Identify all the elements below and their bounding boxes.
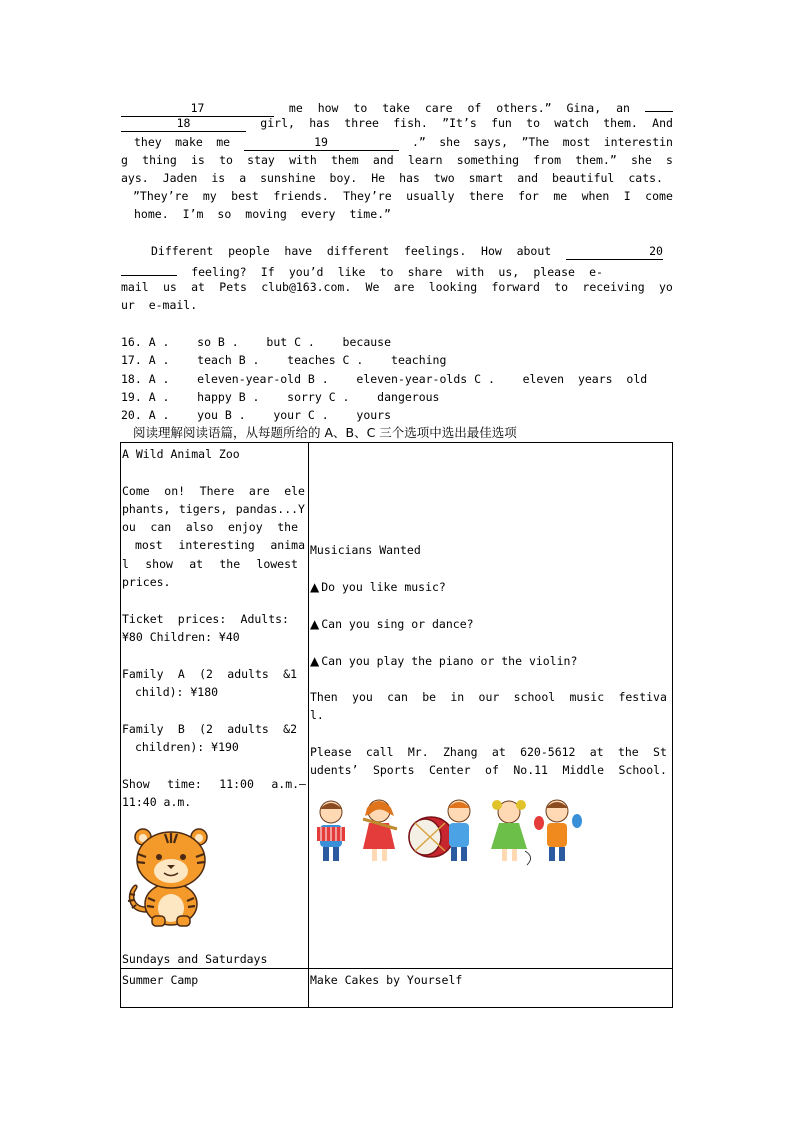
word: has	[399, 171, 420, 185]
word: most	[562, 135, 591, 149]
word: you’d	[288, 265, 324, 279]
word: the	[219, 557, 241, 571]
triangle-bullet-icon: ▲	[310, 580, 320, 594]
kid-maracas-icon	[534, 800, 582, 861]
word: &1	[283, 667, 297, 681]
word: something	[456, 153, 520, 167]
word: an	[616, 101, 630, 115]
word: can	[150, 520, 172, 534]
zoo-desc-5	[122, 555, 298, 573]
word: says,	[473, 135, 509, 149]
word: are	[393, 280, 415, 294]
word: feelings.	[403, 244, 467, 258]
word: time.ˮ	[349, 207, 391, 221]
word: and	[517, 171, 539, 185]
word: from	[533, 153, 561, 167]
word: There	[199, 484, 235, 498]
word: fun	[491, 116, 512, 130]
word: Middle	[562, 763, 605, 777]
zoo-desc-6: prices.	[122, 575, 171, 589]
word: l	[122, 557, 129, 571]
word: Family	[122, 667, 164, 681]
option-17: 17. A . teach B . teaches C . teaching	[121, 353, 447, 367]
word: to	[379, 265, 394, 279]
word: Pets	[219, 280, 247, 294]
word: boy.	[329, 171, 358, 185]
zoo-desc-4	[135, 536, 305, 554]
passage-line-7	[134, 205, 686, 223]
word: of	[485, 763, 499, 777]
word: the	[277, 520, 298, 534]
passage-line-4	[121, 151, 673, 169]
word: different	[326, 244, 390, 258]
triangle-bullet-icon: ▲	[310, 654, 320, 668]
word: Gina,	[566, 101, 602, 115]
word: adults	[227, 722, 269, 736]
word: phants,	[122, 502, 171, 516]
question-text: Do you like music?	[321, 580, 446, 594]
option-20: 20. A . you B . your C . yours	[121, 408, 392, 422]
word: Jaden	[162, 171, 198, 185]
word: receiving	[582, 280, 645, 294]
word: of	[467, 101, 482, 115]
word: how	[317, 101, 339, 115]
word: smart	[468, 171, 504, 185]
word: for	[518, 189, 539, 203]
word: so	[217, 207, 232, 221]
word: ele	[284, 484, 305, 498]
family-b-price: children): ¥190	[135, 740, 239, 754]
ticket-prices-values: ¥80 Children: ¥40	[122, 630, 240, 644]
word: prices:	[177, 612, 227, 626]
zoo-desc-1	[122, 482, 305, 500]
para2-line-3	[121, 278, 673, 296]
musicians-then	[310, 688, 667, 706]
word: adults	[227, 667, 269, 681]
word: my	[202, 189, 217, 203]
summer-camp-title: Summer Camp	[122, 973, 199, 987]
blank-18: 18	[121, 116, 246, 132]
word: I	[623, 189, 631, 203]
word: girl,	[260, 116, 295, 130]
word: Ticket	[122, 612, 164, 626]
word: Come	[122, 484, 150, 498]
word: ˮThe	[521, 135, 550, 149]
word: enjoy	[228, 520, 263, 534]
passage-line-5	[121, 169, 663, 187]
para2-line-4: ur e-mail.	[121, 298, 198, 312]
word: most	[135, 538, 163, 552]
word: watch	[554, 116, 589, 130]
make-cakes-title: Make Cakes by Yourself	[310, 973, 463, 987]
word: with	[289, 153, 317, 167]
para2-line-2	[121, 260, 603, 278]
word: others.ˮ	[496, 101, 552, 115]
word: ays.	[121, 171, 149, 185]
option-16: 16. A . so B . but C . because	[121, 335, 392, 349]
word: ou	[122, 520, 136, 534]
word: (2	[199, 722, 213, 736]
kid-drummer-icon	[448, 800, 470, 861]
blank-19: 19	[244, 135, 399, 151]
musicians-q2	[310, 615, 474, 633]
word: to	[219, 153, 233, 167]
word: at	[189, 557, 204, 571]
word: me	[288, 101, 303, 115]
word: like	[337, 265, 366, 279]
question-text: Can you sing or dance?	[321, 617, 474, 631]
word: (2	[199, 667, 213, 681]
word: are	[248, 484, 270, 498]
word: she	[439, 135, 461, 149]
word: come	[645, 189, 673, 203]
word: me	[553, 189, 568, 203]
word: A	[177, 667, 185, 681]
word: there	[469, 189, 504, 203]
word: when	[581, 189, 610, 203]
zoo-desc-2	[122, 500, 305, 518]
phone-number: 620-5612	[520, 745, 576, 759]
word: sunshine	[260, 171, 316, 185]
word: also	[185, 520, 214, 534]
word: moving	[245, 207, 287, 221]
word: forward	[491, 280, 540, 294]
word: show	[145, 557, 173, 571]
word: our	[478, 690, 500, 704]
word: mail	[121, 280, 149, 294]
table-divider-vertical	[308, 443, 309, 1007]
word: music	[569, 690, 605, 704]
word: to	[554, 280, 569, 294]
word: and	[372, 153, 394, 167]
word: them.	[603, 116, 638, 130]
musicians-q3	[310, 652, 577, 670]
word: Please	[310, 745, 352, 759]
word: Sports	[372, 763, 415, 777]
word: share	[407, 265, 443, 279]
blank-17: 17	[121, 101, 274, 117]
word: us,	[498, 265, 520, 279]
word: pandas...Y	[235, 502, 305, 516]
word: be	[422, 690, 437, 704]
word: call	[365, 745, 394, 759]
word: cats.	[628, 171, 663, 185]
word: make	[175, 135, 203, 149]
word: I’m	[182, 207, 204, 221]
word: looking	[428, 280, 478, 294]
word: please	[533, 265, 575, 279]
word: fish.	[393, 116, 428, 130]
word: every	[300, 207, 336, 221]
email-text: club@163.com.	[261, 280, 352, 294]
word: Family	[122, 722, 164, 736]
word: festiva	[618, 690, 667, 704]
musicians-q1	[310, 578, 446, 596]
word: can	[387, 690, 408, 704]
show-time	[122, 775, 306, 793]
word: have	[284, 244, 313, 258]
word: If	[260, 265, 275, 279]
section-instruction: 阅读理解阅读语篇，从每题所给的 A、B、C 三个选项中选出最佳选项	[133, 425, 517, 440]
option-19: 19. A . happy B . sorry C . dangerous	[121, 390, 440, 404]
show-time-end: 11:40 a.m.	[122, 795, 192, 809]
tiger-illustration	[124, 828, 210, 928]
word: to	[353, 101, 368, 115]
question-text: Can you play the piano or the violin?	[321, 654, 578, 668]
word: time:	[167, 777, 202, 791]
word: to	[526, 116, 540, 130]
word: Show	[122, 777, 150, 791]
word: lowest	[256, 557, 298, 571]
word: she	[630, 153, 652, 167]
kid-flute-icon	[363, 800, 397, 861]
word: at	[191, 280, 205, 294]
kids-band-illustration	[311, 795, 591, 870]
word: care	[424, 101, 453, 115]
word: Adults:	[240, 612, 289, 626]
word: take	[382, 101, 410, 115]
word: anima	[270, 538, 305, 552]
word: is	[211, 171, 226, 185]
word: at	[491, 745, 506, 759]
zoo-title: A Wild Animal Zoo	[122, 447, 240, 461]
word: they	[134, 135, 162, 149]
word: beautiful	[552, 171, 615, 185]
word: three	[344, 116, 379, 130]
word: interesting	[178, 538, 255, 552]
kid-singer-icon	[491, 800, 531, 865]
drum-icon	[409, 817, 453, 857]
word: about	[516, 244, 552, 258]
word: us	[162, 280, 177, 294]
word: yo	[658, 280, 673, 294]
word: .ˮ	[411, 135, 426, 149]
reading-table	[120, 442, 673, 1008]
word: a	[239, 171, 247, 185]
blank-20-end	[121, 260, 177, 276]
word: them.ˮ	[575, 153, 617, 167]
word: udents’	[310, 763, 359, 777]
word: School.	[618, 763, 667, 777]
word: Then	[310, 690, 338, 704]
word: Mr.	[407, 745, 429, 759]
word: them	[331, 153, 359, 167]
word: a.m.—	[271, 777, 306, 791]
option-18: 18. A . eleven-year-old B . eleven-year-olds C . eleven years old	[121, 372, 648, 386]
word: two	[433, 171, 455, 185]
ticket-prices	[122, 610, 289, 628]
word: Different	[151, 244, 214, 258]
word: tigers,	[178, 502, 228, 516]
musicians-call	[310, 743, 667, 761]
passage-line-1	[121, 96, 673, 114]
musicians-title: Musicians Wanted	[310, 543, 421, 557]
word: He	[371, 171, 386, 185]
passage-line-2	[121, 114, 673, 132]
word: usually	[406, 189, 455, 203]
word: with	[456, 265, 485, 279]
word: home.	[134, 207, 169, 221]
word: me	[216, 135, 231, 149]
word: stay	[247, 153, 275, 167]
triangle-bullet-icon: ▲	[310, 617, 320, 631]
word: &2	[283, 722, 297, 736]
musicians-call-end	[310, 761, 667, 779]
word: learn	[407, 153, 443, 167]
word: at	[589, 745, 604, 759]
zoo-days: Sundays and Saturdays	[122, 952, 268, 966]
kid-accordion-icon	[317, 801, 345, 861]
word: on!	[164, 484, 186, 498]
word: you	[352, 690, 373, 704]
blank-20: 20	[566, 244, 663, 260]
word: interestin	[603, 135, 673, 149]
word: No.11	[513, 763, 548, 777]
blank-18-start	[645, 96, 673, 112]
para2-line-1	[151, 242, 663, 260]
family-a-price: child): ¥180	[135, 685, 219, 699]
word: has	[309, 116, 330, 130]
family-b	[122, 720, 297, 738]
word: friends.	[273, 189, 329, 203]
word: St	[653, 745, 667, 759]
passage-line-3	[134, 133, 673, 151]
word: school	[513, 690, 556, 704]
word: They’re	[343, 189, 392, 203]
word: Center	[428, 763, 471, 777]
word: Zhang	[442, 745, 478, 759]
word: 11:00	[219, 777, 254, 791]
word: e-	[589, 265, 603, 279]
word: people	[228, 244, 270, 258]
word: g	[121, 153, 128, 167]
passage-line-6	[133, 187, 673, 205]
word: B	[177, 722, 185, 736]
word: ˮIt’s	[442, 116, 477, 130]
word: s	[665, 153, 673, 167]
word: the	[617, 745, 639, 759]
word: ˮThey’re	[133, 189, 189, 203]
word: And	[652, 116, 673, 130]
word: We	[365, 280, 380, 294]
word: in	[450, 690, 465, 704]
word: best	[231, 189, 259, 203]
word: is	[191, 153, 205, 167]
musicians-then-end: l.	[310, 708, 324, 722]
word: thing	[142, 153, 177, 167]
word: How	[481, 244, 502, 258]
zoo-desc-3	[122, 518, 298, 536]
word: feeling?	[191, 265, 247, 279]
family-a	[122, 665, 297, 683]
